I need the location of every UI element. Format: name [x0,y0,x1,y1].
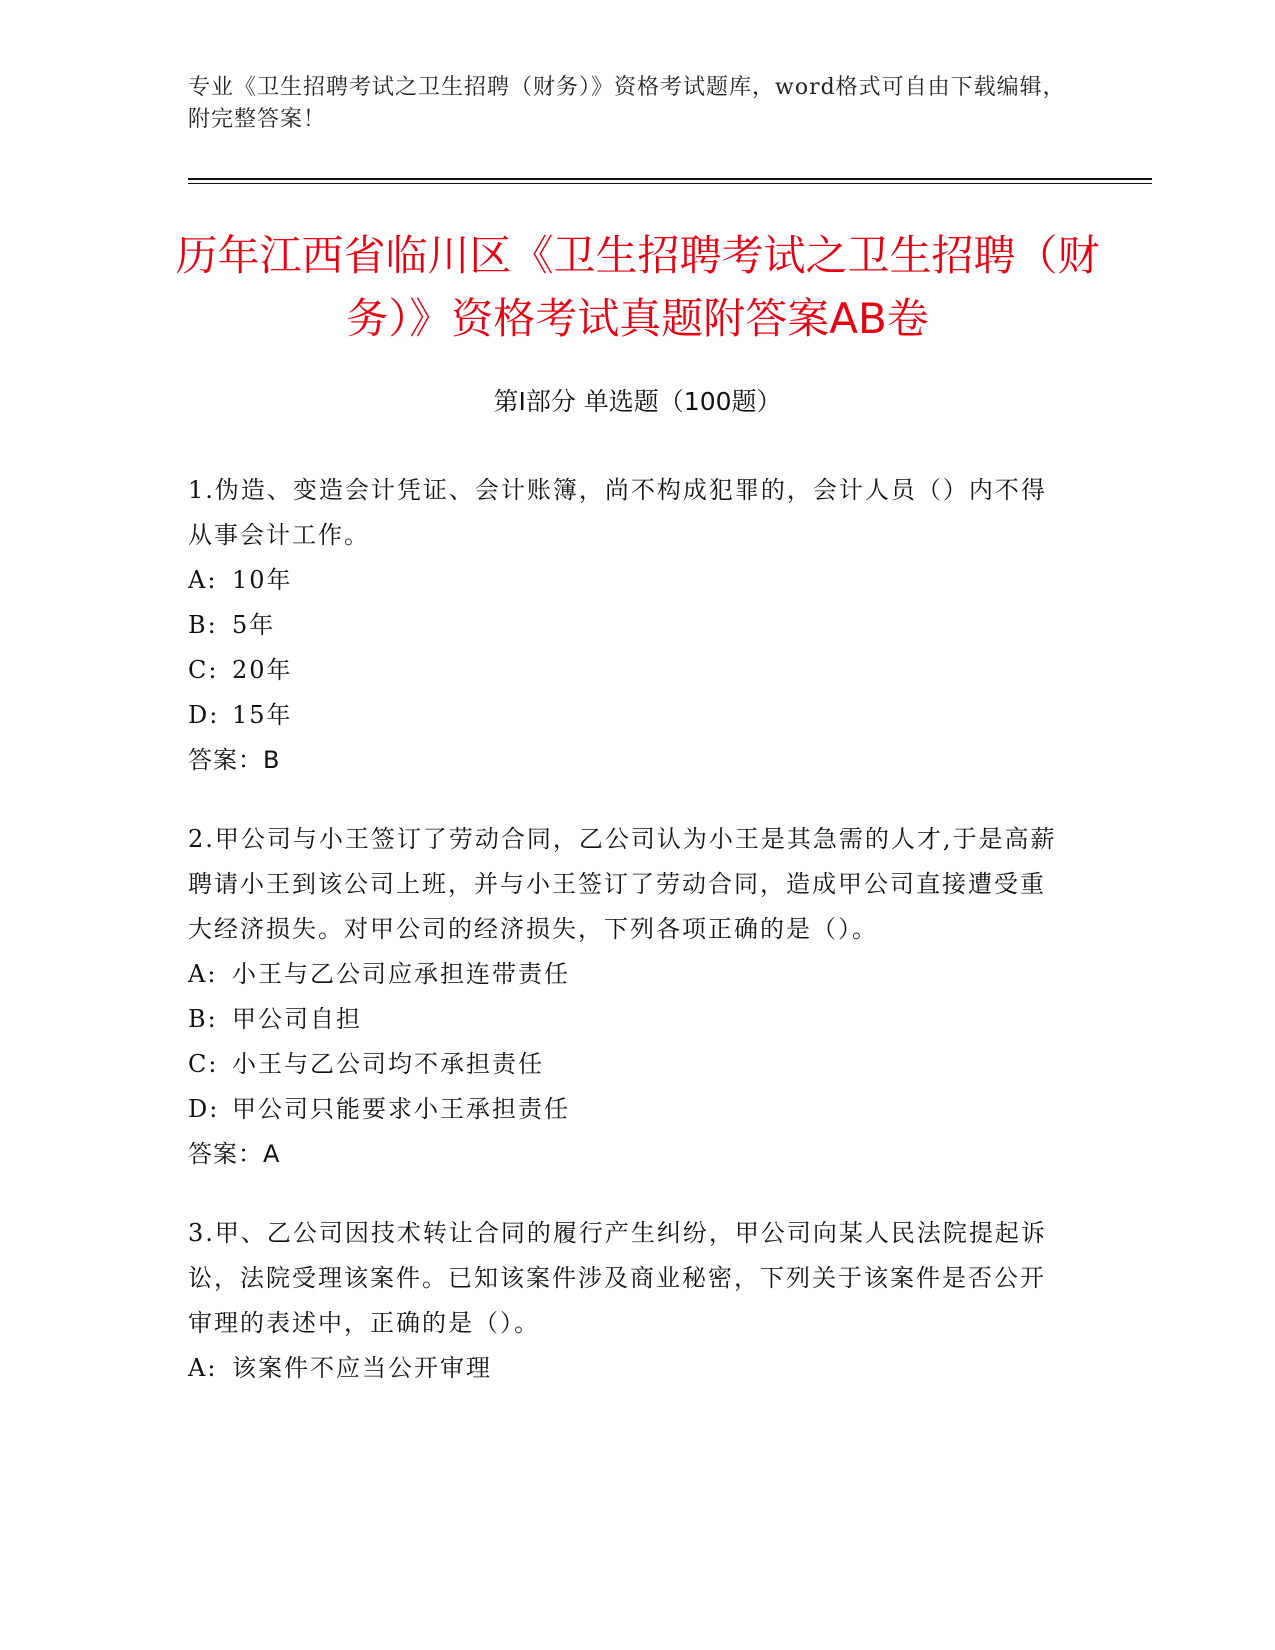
option-letter: C: [188,656,219,684]
option-letter: A: [188,960,218,988]
option-b [188,997,1068,1042]
question-1 [188,468,1068,783]
option-text: 小王与乙公司均不承担责任 [232,1050,544,1078]
option-b [188,603,1068,648]
question-stem: 3.甲、乙公司因技术转让合同的履行产生纠纷，甲公司向某人民法院提起诉讼，法院受理该案件。已知该案件涉及商业秘密，下列关于该案件是否公开审理的表述中，正确的是（）。 [188,1219,1047,1337]
question-stem: 2.甲公司与小王签订了劳动合同，乙公司认为小王是其急需的人才,于是高薪聘请小王到该公司上班，并与小王签订了劳动合同，造成甲公司直接遭受重大经济损失。对甲公司的经济损失，下列各项正确的是（）。 [188,825,1057,943]
option-text: 10年 [232,566,293,594]
option-text: 甲公司自担 [232,1005,362,1033]
option-letter: B: [188,1005,218,1033]
header-divider-thin [188,183,1152,184]
option-letter: A: [188,1354,218,1382]
question-stem: 1.伪造、变造会计凭证、会计账簿，尚不构成犯罪的，会计人员（）内不得从事会计工作。 [188,476,1047,549]
question-2 [188,817,1068,1177]
option-letter: D: [188,1095,220,1123]
option-text: 甲公司只能要求小王承担责任 [232,1095,570,1123]
option-a [188,1346,1068,1391]
option-text: 20年 [232,656,293,684]
option-d [188,693,1068,738]
option-c [188,1042,1068,1087]
option-letter: C: [188,1050,219,1078]
option-letter: B: [188,611,218,639]
option-c [188,648,1068,693]
option-text: 5年 [232,611,276,639]
answer-line: 答案：A [188,1140,281,1168]
header-note: 专业《卫生招聘考试之卫生招聘（财务）》资格考试题库，word格式可自由下载编辑，附完整答案！ [188,75,1066,132]
option-letter: D: [188,701,220,729]
option-text: 该案件不应当公开审理 [232,1354,492,1382]
document-title: 历年江西省临川区《卫生招聘考试之卫生招聘（财务）》资格考试真题附答案AB卷 [175,231,1100,343]
option-d [188,1087,1068,1132]
answer-line: 答案：B [188,746,281,774]
option-a [188,558,1068,603]
header-divider [188,178,1152,180]
option-text: 小王与乙公司应承担连带责任 [232,960,570,988]
section-heading: 第I部分 单选题（100题） [493,387,782,416]
option-a [188,952,1068,997]
option-letter: A: [188,566,218,594]
question-3 [188,1211,1068,1391]
option-text: 15年 [232,701,293,729]
question-list [188,468,1068,1425]
